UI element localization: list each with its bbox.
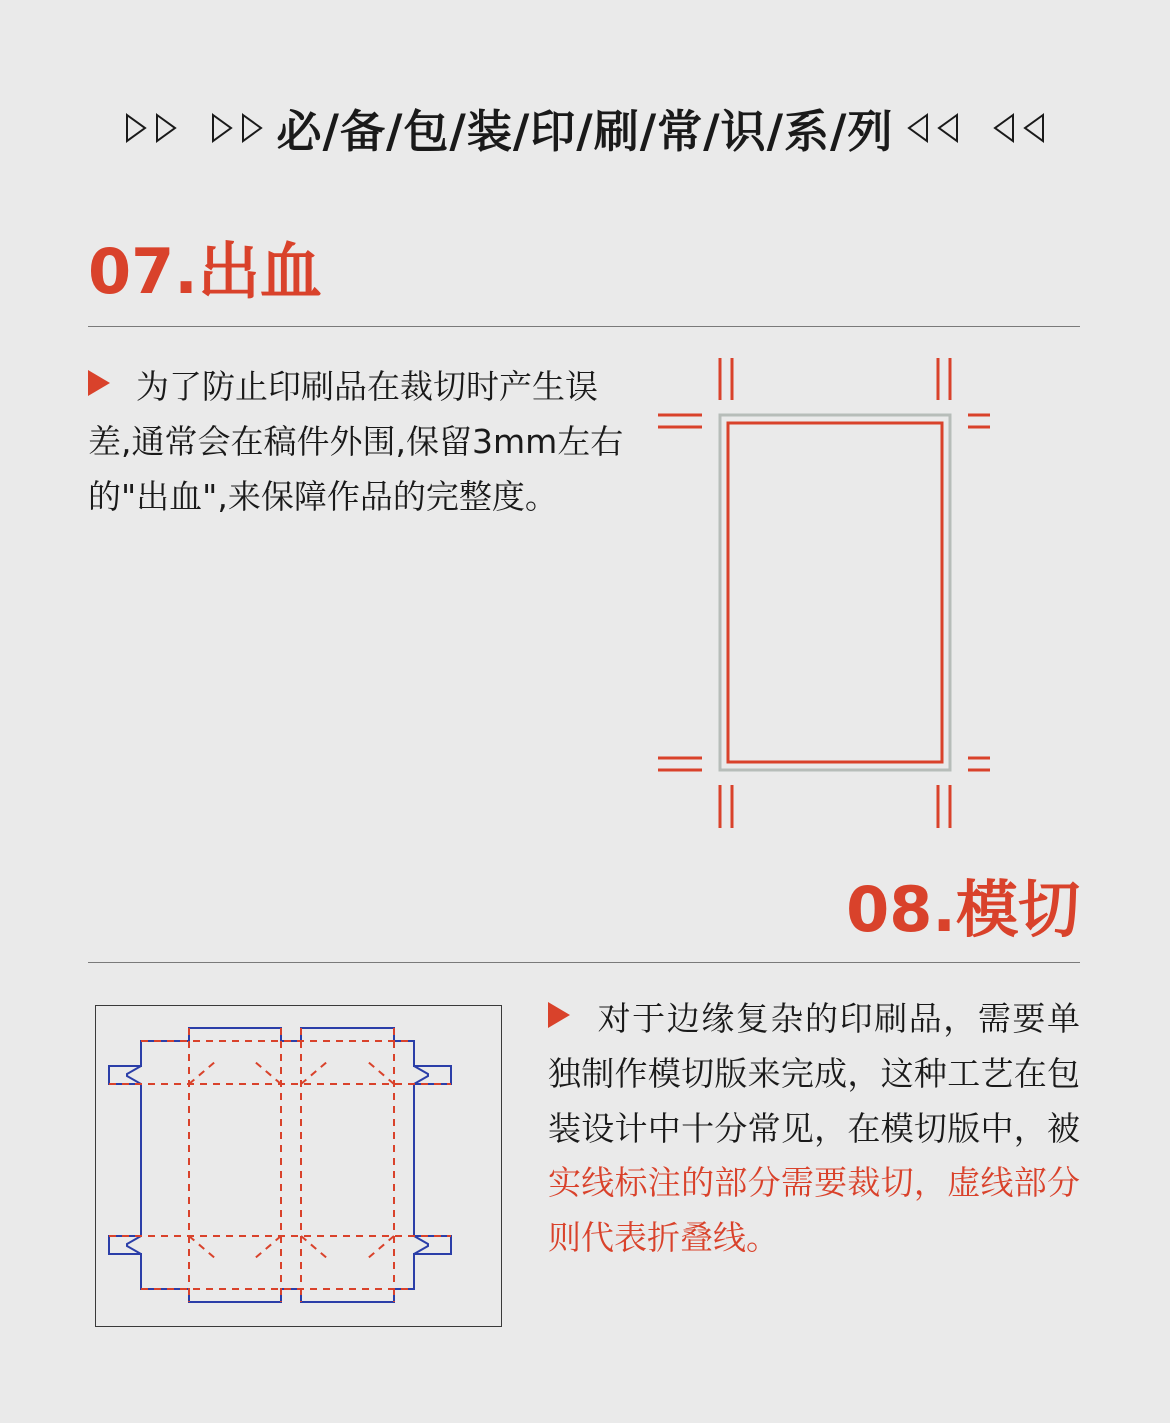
bullet-triangle-icon	[548, 1002, 570, 1028]
divider-rule-08	[88, 962, 1080, 963]
die-cut-template-diagram	[95, 1005, 502, 1327]
triangle-left-outline-icon	[993, 112, 1015, 144]
section-08-body-highlight: 实线标注的部分需要裁切，虚线部分则代表折叠线。	[548, 1163, 1080, 1258]
triangle-left-outline-icon	[937, 112, 959, 144]
section-07-title: 07.出血	[88, 235, 322, 308]
triangle-right-outline-icon	[155, 112, 177, 144]
section-07-body-text: 为了防止印刷品在裁切时产生误差,通常会在稿件外围,保留3mm左右的"出血",来保障作品的完整度。	[88, 367, 624, 516]
page-title: 必/备/包/装/印/刷/常/识/系/列	[276, 105, 894, 158]
header	[0, 95, 1170, 160]
bullet-triangle-icon	[88, 370, 110, 396]
triangle-right-outline-icon	[211, 112, 233, 144]
divider-rule-07	[88, 326, 1080, 327]
triangle-right-outline-icon	[241, 112, 263, 144]
triangle-left-outline-icon	[907, 112, 929, 144]
section-08-title: 08.模切	[846, 873, 1080, 946]
triangle-right-outline-icon	[125, 112, 147, 144]
section-08-body	[548, 992, 1080, 1266]
section-07-body	[88, 360, 633, 524]
section-08-body-text: 对于边缘复杂的印刷品，需要单独制作模切版来完成，这种工艺在包装设计中十分常见，在模切版中，被	[548, 999, 1080, 1148]
triangle-left-outline-icon	[1023, 112, 1045, 144]
header-right-markers	[907, 112, 1045, 144]
header-left-markers	[125, 112, 263, 144]
bleed-crop-marks-diagram	[650, 350, 995, 840]
